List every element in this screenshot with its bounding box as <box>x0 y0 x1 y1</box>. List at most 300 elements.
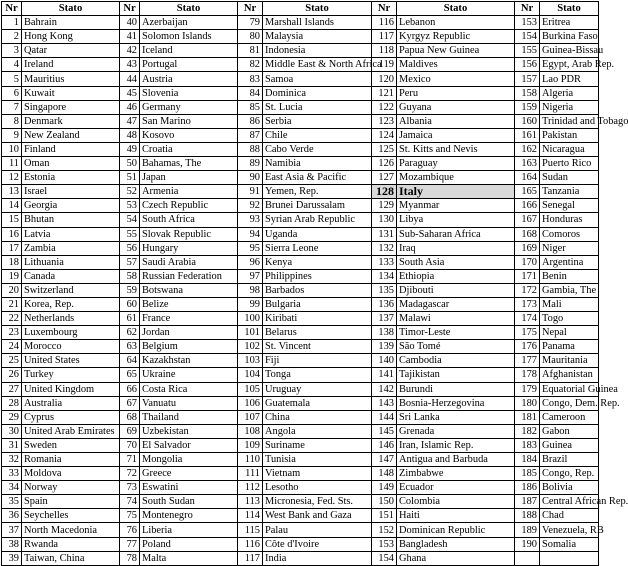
rank-cell: 121 <box>372 86 397 100</box>
rank-cell: 106 <box>238 396 263 410</box>
table-row <box>2 326 599 340</box>
country-cell: Cameroon <box>540 410 599 424</box>
rank-cell: 117 <box>372 30 397 44</box>
rank-cell: 94 <box>238 227 263 241</box>
table-row <box>2 58 599 72</box>
country-cell: Kuwait <box>22 86 120 100</box>
table-row <box>2 157 599 171</box>
country-cell: Algeria <box>540 86 599 100</box>
rank-cell: 156 <box>515 58 540 72</box>
country-cell: Japan <box>140 171 238 185</box>
rank-cell: 52 <box>120 185 140 199</box>
table-row <box>2 269 599 283</box>
country-cell: Canada <box>22 269 120 283</box>
rank-cell: 172 <box>515 283 540 297</box>
rank-cell: 169 <box>515 241 540 255</box>
rank-cell: 15 <box>2 213 22 227</box>
rank-cell: 49 <box>120 142 140 156</box>
country-cell: Jordan <box>140 326 238 340</box>
rank-cell: 133 <box>372 255 397 269</box>
table-row <box>2 424 599 438</box>
rank-cell: 29 <box>2 410 22 424</box>
country-cell: Luxembourg <box>22 326 120 340</box>
country-cell: Guatemala <box>263 396 372 410</box>
rank-cell: 36 <box>2 509 22 523</box>
rank-cell: 1 <box>2 16 22 30</box>
rank-cell: 84 <box>238 86 263 100</box>
country-cell: Togo <box>540 312 599 326</box>
country-cell: Eritrea <box>540 16 599 30</box>
rank-cell <box>515 551 540 565</box>
rank-cell: 75 <box>120 509 140 523</box>
country-cell: Djibouti <box>397 283 515 297</box>
header-nr: Nr <box>120 2 140 16</box>
rank-cell: 154 <box>372 551 397 565</box>
country-cell: St. Vincent <box>263 340 372 354</box>
rank-cell: 42 <box>120 44 140 58</box>
country-cell: Morocco <box>22 340 120 354</box>
table-row <box>2 297 599 311</box>
country-cell: Jamaica <box>397 128 515 142</box>
rank-cell: 62 <box>120 326 140 340</box>
rank-cell: 60 <box>120 297 140 311</box>
country-cell: St. Kitts and Nevis <box>397 142 515 156</box>
country-cell: Dominica <box>263 86 372 100</box>
country-cell: Guinea-Bissau <box>540 44 599 58</box>
rank-cell: 176 <box>515 340 540 354</box>
rank-cell: 161 <box>515 128 540 142</box>
rank-cell: 128 <box>372 185 397 199</box>
country-cell: Bahrain <box>22 16 120 30</box>
rank-cell: 134 <box>372 269 397 283</box>
country-cell: Ecuador <box>397 481 515 495</box>
country-cell: Myanmar <box>397 199 515 213</box>
country-cell: St. Lucia <box>263 100 372 114</box>
rank-cell: 140 <box>372 354 397 368</box>
rank-cell: 35 <box>2 495 22 509</box>
country-cell: Tunisia <box>263 453 372 467</box>
country-cell: Côte d'Ivoire <box>263 537 372 551</box>
rank-cell: 67 <box>120 396 140 410</box>
country-cell: Trinidad and Tobago <box>540 114 599 128</box>
rank-cell: 38 <box>2 537 22 551</box>
country-cell: Namibia <box>263 157 372 171</box>
table-row <box>2 227 599 241</box>
rank-cell: 66 <box>120 382 140 396</box>
rank-cell: 48 <box>120 128 140 142</box>
rank-cell: 13 <box>2 185 22 199</box>
rank-cell: 163 <box>515 157 540 171</box>
country-cell: Greece <box>140 467 238 481</box>
header-nr: Nr <box>515 2 540 16</box>
country-cell: Bulgaria <box>263 297 372 311</box>
rank-cell: 160 <box>515 114 540 128</box>
country-cell: Senegal <box>540 199 599 213</box>
table-row <box>2 509 599 523</box>
country-cell: Kenya <box>263 255 372 269</box>
country-cell: Iraq <box>397 241 515 255</box>
country-cell: Kosovo <box>140 128 238 142</box>
rank-cell: 110 <box>238 453 263 467</box>
country-cell: Turkey <box>22 368 120 382</box>
rank-cell: 26 <box>2 368 22 382</box>
country-cell: Uruguay <box>263 382 372 396</box>
rank-cell: 117 <box>238 551 263 565</box>
rank-cell: 103 <box>238 354 263 368</box>
country-cell: Ethiopia <box>397 269 515 283</box>
country-cell: South Sudan <box>140 495 238 509</box>
country-cell: Saudi Arabia <box>140 255 238 269</box>
country-cell: Israel <box>22 185 120 199</box>
country-cell: Fiji <box>263 354 372 368</box>
country-cell: Nicaragua <box>540 142 599 156</box>
header-stato: Stato <box>263 2 372 16</box>
country-cell: Georgia <box>22 199 120 213</box>
rank-cell: 86 <box>238 114 263 128</box>
country-cell: Mali <box>540 297 599 311</box>
rank-cell: 118 <box>372 44 397 58</box>
country-cell: Austria <box>140 72 238 86</box>
country-cell: Central African Rep. <box>540 495 599 509</box>
rank-cell: 51 <box>120 171 140 185</box>
rank-cell: 124 <box>372 128 397 142</box>
rank-cell: 33 <box>2 467 22 481</box>
rank-cell: 166 <box>515 199 540 213</box>
rank-cell: 123 <box>372 114 397 128</box>
table-row <box>2 114 599 128</box>
rank-cell: 56 <box>120 241 140 255</box>
country-cell: United Kingdom <box>22 382 120 396</box>
country-cell: Somalia <box>540 537 599 551</box>
table-row <box>2 241 599 255</box>
header-nr: Nr <box>372 2 397 16</box>
rank-cell: 92 <box>238 199 263 213</box>
table-row <box>2 171 599 185</box>
rank-cell: 87 <box>238 128 263 142</box>
country-cell: Middle East & North Africa <box>263 58 372 72</box>
ranking-table <box>1 1 628 566</box>
country-cell: Suriname <box>263 438 372 452</box>
country-cell: North Macedonia <box>22 523 120 537</box>
rank-cell: 32 <box>2 453 22 467</box>
country-cell: Lithuania <box>22 255 120 269</box>
country-cell: Marshall Islands <box>263 16 372 30</box>
country-cell: Niger <box>540 241 599 255</box>
country-cell: Poland <box>140 537 238 551</box>
country-cell: Finland <box>22 142 120 156</box>
country-cell: Indonesia <box>263 44 372 58</box>
country-cell: Nepal <box>540 326 599 340</box>
table-row <box>2 453 599 467</box>
country-cell: United States <box>22 354 120 368</box>
table-row <box>2 382 599 396</box>
country-cell: São Tomé <box>397 340 515 354</box>
rank-cell: 85 <box>238 100 263 114</box>
table-row <box>2 255 599 269</box>
rank-cell: 27 <box>2 382 22 396</box>
country-cell: Papua New Guinea <box>397 44 515 58</box>
country-cell: El Salvador <box>140 438 238 452</box>
rank-cell: 113 <box>238 495 263 509</box>
rank-cell: 78 <box>120 551 140 565</box>
country-cell: Russian Federation <box>140 269 238 283</box>
country-cell: Montenegro <box>140 509 238 523</box>
rank-cell: 112 <box>238 481 263 495</box>
rank-cell: 189 <box>515 523 540 537</box>
rank-cell: 81 <box>238 44 263 58</box>
rank-cell: 105 <box>238 382 263 396</box>
rank-cell: 153 <box>372 537 397 551</box>
country-cell: Bangladesh <box>397 537 515 551</box>
country-cell: Vietnam <box>263 467 372 481</box>
country-cell: Azerbaijan <box>140 16 238 30</box>
country-cell: Armenia <box>140 185 238 199</box>
country-cell: Brunei Darussalam <box>263 199 372 213</box>
country-cell: Malaysia <box>263 30 372 44</box>
country-cell: Uzbekistan <box>140 424 238 438</box>
country-cell: China <box>263 410 372 424</box>
rank-cell: 145 <box>372 424 397 438</box>
country-cell: Egypt, Arab Rep. <box>540 58 599 72</box>
country-cell: South Africa <box>140 213 238 227</box>
rank-cell: 6 <box>2 86 22 100</box>
rank-cell: 34 <box>2 481 22 495</box>
country-cell: New Zealand <box>22 128 120 142</box>
country-cell: Botswana <box>140 283 238 297</box>
rank-cell: 130 <box>372 213 397 227</box>
rank-cell: 80 <box>238 30 263 44</box>
rank-cell: 149 <box>372 481 397 495</box>
rank-cell: 69 <box>120 424 140 438</box>
country-cell: Portugal <box>140 58 238 72</box>
header-nr: Nr <box>238 2 263 16</box>
country-cell: Latvia <box>22 227 120 241</box>
rank-cell: 46 <box>120 100 140 114</box>
rank-cell: 41 <box>120 30 140 44</box>
country-cell: Oman <box>22 157 120 171</box>
country-cell: United Arab Emirates <box>22 424 120 438</box>
country-cell: Equatorial Guinea <box>540 382 599 396</box>
country-cell: Romania <box>22 453 120 467</box>
rank-cell: 45 <box>120 86 140 100</box>
table-row <box>2 44 599 58</box>
country-cell: Tajikistan <box>397 368 515 382</box>
rank-cell: 91 <box>238 185 263 199</box>
country-cell: Belarus <box>263 326 372 340</box>
country-cell <box>540 551 599 565</box>
rank-cell: 57 <box>120 255 140 269</box>
rank-cell: 55 <box>120 227 140 241</box>
country-cell: Paraguay <box>397 157 515 171</box>
country-cell: Guyana <box>397 100 515 114</box>
country-cell: Cambodia <box>397 354 515 368</box>
table-row <box>2 354 599 368</box>
country-cell: Timor-Leste <box>397 326 515 340</box>
rank-cell: 8 <box>2 114 22 128</box>
country-cell: Bhutan <box>22 213 120 227</box>
table-row <box>2 16 599 30</box>
rank-cell: 120 <box>372 72 397 86</box>
country-cell: Zambia <box>22 241 120 255</box>
rank-cell: 173 <box>515 297 540 311</box>
rank-cell: 28 <box>2 396 22 410</box>
rank-cell: 20 <box>2 283 22 297</box>
rank-cell: 98 <box>238 283 263 297</box>
rank-cell: 7 <box>2 100 22 114</box>
country-cell: Cyprus <box>22 410 120 424</box>
rank-cell: 11 <box>2 157 22 171</box>
country-cell: Palau <box>263 523 372 537</box>
rank-cell: 63 <box>120 340 140 354</box>
table-row <box>2 199 599 213</box>
rank-cell: 186 <box>515 481 540 495</box>
rank-cell: 96 <box>238 255 263 269</box>
rank-cell: 14 <box>2 199 22 213</box>
country-cell: Argentina <box>540 255 599 269</box>
country-cell: Ireland <box>22 58 120 72</box>
rank-cell: 150 <box>372 495 397 509</box>
country-cell: Bosnia-Herzegovina <box>397 396 515 410</box>
rank-cell: 72 <box>120 467 140 481</box>
country-cell: West Bank and Gaza <box>263 509 372 523</box>
rank-cell: 188 <box>515 509 540 523</box>
country-cell: Belgium <box>140 340 238 354</box>
rank-cell: 58 <box>120 269 140 283</box>
rank-cell: 100 <box>238 312 263 326</box>
rank-cell: 23 <box>2 326 22 340</box>
rank-cell: 18 <box>2 255 22 269</box>
country-cell: Denmark <box>22 114 120 128</box>
rank-cell: 74 <box>120 495 140 509</box>
rank-cell: 157 <box>515 72 540 86</box>
country-cell: Netherlands <box>22 312 120 326</box>
country-cell: Congo, Dem. Rep. <box>540 396 599 410</box>
rank-cell: 181 <box>515 410 540 424</box>
country-cell: Malawi <box>397 312 515 326</box>
rank-cell: 126 <box>372 157 397 171</box>
rank-cell: 138 <box>372 326 397 340</box>
country-cell: Spain <box>22 495 120 509</box>
table-row <box>2 30 599 44</box>
country-cell: Barbados <box>263 283 372 297</box>
rank-cell: 127 <box>372 171 397 185</box>
rank-cell: 171 <box>515 269 540 283</box>
rank-cell: 64 <box>120 354 140 368</box>
rank-cell: 162 <box>515 142 540 156</box>
rank-cell: 137 <box>372 312 397 326</box>
rank-cell: 97 <box>238 269 263 283</box>
table-row <box>2 72 599 86</box>
table-row <box>2 537 599 551</box>
country-cell: Australia <box>22 396 120 410</box>
header-stato: Stato <box>140 2 238 16</box>
rank-cell: 30 <box>2 424 22 438</box>
rank-cell: 132 <box>372 241 397 255</box>
country-cell: Pakistan <box>540 128 599 142</box>
rank-cell: 116 <box>372 16 397 30</box>
rank-cell: 5 <box>2 72 22 86</box>
rank-cell: 10 <box>2 142 22 156</box>
rank-cell: 39 <box>2 551 22 565</box>
country-cell: Congo, Rep. <box>540 467 599 481</box>
country-cell: Burkina Faso <box>540 30 599 44</box>
rank-cell: 158 <box>515 86 540 100</box>
country-cell: Lebanon <box>397 16 515 30</box>
country-cell: Chad <box>540 509 599 523</box>
rank-cell: 22 <box>2 312 22 326</box>
country-cell: Belize <box>140 297 238 311</box>
rank-cell: 2 <box>2 30 22 44</box>
country-cell: Malta <box>140 551 238 565</box>
country-cell: Sub-Saharan Africa <box>397 227 515 241</box>
country-cell: Norway <box>22 481 120 495</box>
rank-cell: 104 <box>238 368 263 382</box>
rank-cell: 109 <box>238 438 263 452</box>
rank-cell: 9 <box>2 128 22 142</box>
country-cell: Vanuatu <box>140 396 238 410</box>
country-cell: Libya <box>397 213 515 227</box>
rank-cell: 102 <box>238 340 263 354</box>
country-cell: Panama <box>540 340 599 354</box>
table-row <box>2 86 599 100</box>
country-cell: Mauritius <box>22 72 120 86</box>
rank-cell: 37 <box>2 523 22 537</box>
table-row <box>2 410 599 424</box>
rank-cell: 178 <box>515 368 540 382</box>
country-cell: Dominican Republic <box>397 523 515 537</box>
rank-cell: 139 <box>372 340 397 354</box>
rank-cell: 19 <box>2 269 22 283</box>
country-cell: Nigeria <box>540 100 599 114</box>
rank-cell: 90 <box>238 171 263 185</box>
rank-cell: 122 <box>372 100 397 114</box>
table-row <box>2 142 599 156</box>
rank-cell: 65 <box>120 368 140 382</box>
country-cell: Moldova <box>22 467 120 481</box>
rank-cell: 144 <box>372 410 397 424</box>
rank-cell: 71 <box>120 453 140 467</box>
country-cell: Brazil <box>540 453 599 467</box>
country-cell: Ukraine <box>140 368 238 382</box>
country-cell: Estonia <box>22 171 120 185</box>
table-row <box>2 312 599 326</box>
country-cell: Seychelles <box>22 509 120 523</box>
rank-cell: 88 <box>238 142 263 156</box>
rank-cell: 185 <box>515 467 540 481</box>
table-row <box>2 283 599 297</box>
country-cell: Qatar <box>22 44 120 58</box>
rank-cell: 148 <box>372 467 397 481</box>
country-cell: Kiribati <box>263 312 372 326</box>
rank-cell: 174 <box>515 312 540 326</box>
country-cell: France <box>140 312 238 326</box>
rank-cell: 99 <box>238 297 263 311</box>
rank-cell: 83 <box>238 72 263 86</box>
rank-cell: 154 <box>515 30 540 44</box>
country-cell: Syrian Arab Republic <box>263 213 372 227</box>
country-cell: Sierra Leone <box>263 241 372 255</box>
rank-cell: 131 <box>372 227 397 241</box>
country-cell: Chile <box>263 128 372 142</box>
country-cell: Maldives <box>397 58 515 72</box>
country-cell: East Asia & Pacific <box>263 171 372 185</box>
country-cell: Tanzania <box>540 185 599 199</box>
rank-cell: 24 <box>2 340 22 354</box>
table-row <box>2 495 599 509</box>
rank-cell: 3 <box>2 44 22 58</box>
country-cell: Honduras <box>540 213 599 227</box>
country-cell: Eswatini <box>140 481 238 495</box>
